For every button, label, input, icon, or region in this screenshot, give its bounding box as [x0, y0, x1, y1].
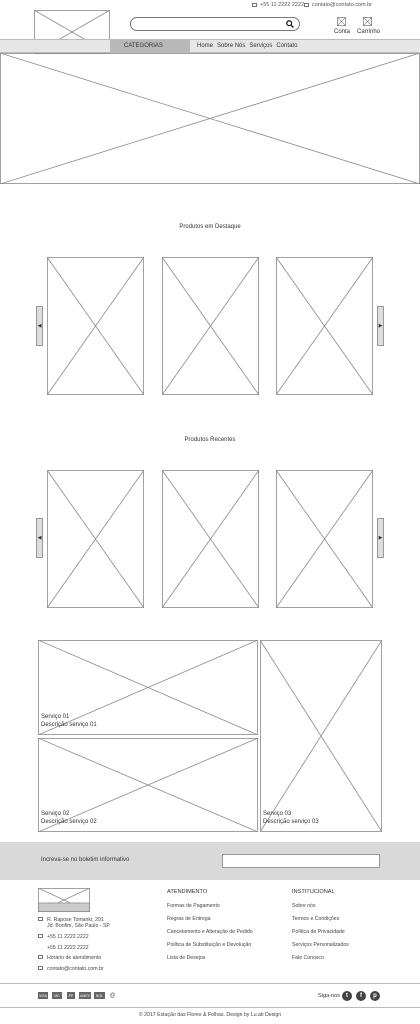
featured-next-button[interactable] [377, 306, 384, 346]
mail-icon [304, 3, 309, 7]
nav-link-services[interactable]: Serviços [249, 43, 273, 49]
nav-links [197, 40, 297, 53]
copyright-divider [0, 1007, 420, 1008]
featured-product-2[interactable] [162, 257, 259, 395]
featured-product-3[interactable] [276, 257, 373, 395]
email-text[interactable]: contato@contato.com.br [312, 2, 373, 8]
account-icon [337, 17, 346, 26]
link-sobre-nos[interactable]: Sobre nós [292, 903, 316, 909]
facebook-icon[interactable]: f [356, 991, 366, 1001]
at-icon: @ [109, 992, 116, 999]
account-button[interactable] [334, 17, 351, 35]
link-lista-desejos[interactable]: Lista de Desejos [167, 955, 206, 961]
recent-title: Produtos Recentes [184, 437, 236, 443]
phone-icon [252, 3, 257, 7]
recent-prev-button[interactable] [36, 518, 43, 558]
hero-banner[interactable] [0, 53, 420, 184]
service-3-image[interactable] [260, 640, 382, 832]
mastercard-icon: MC [52, 992, 62, 999]
categories-dropdown[interactable]: CATEGORIAS [110, 40, 190, 53]
search-input[interactable] [130, 17, 300, 31]
link-termos[interactable]: Termos e Condições [292, 916, 340, 922]
phone-text: +55 11 2222 2222 [260, 2, 305, 8]
footer-atendimento [167, 889, 253, 968]
phone1-text: +55 11 2222 2222 [47, 934, 89, 940]
main-nav [0, 39, 420, 53]
service-2-name: Serviço 02 [41, 811, 70, 817]
chevron-right-icon: ▶ [378, 535, 383, 541]
recent-product-3[interactable] [276, 470, 373, 608]
location-icon [38, 917, 43, 921]
amex-icon: AMEX [80, 993, 90, 998]
clock-icon [38, 955, 43, 959]
chevron-right-icon: ▶ [378, 323, 383, 329]
link-fale-conosco[interactable]: Fale Conosco [292, 955, 325, 961]
footer-address [38, 917, 110, 929]
footer-hours [38, 955, 101, 961]
chevron-left-icon: ◀ [37, 535, 42, 541]
footer-institucional [292, 889, 349, 968]
link-regras-entrega[interactable]: Regras de Entrega [167, 916, 211, 922]
paypal-icon: PP [68, 993, 74, 998]
follow-label: Siga-nos [318, 993, 341, 999]
hours-text: Horário de atendimento [47, 955, 102, 961]
phone2-text: +55 11 2222 2222 [47, 945, 89, 951]
link-cancelamento[interactable]: Cancelamento e Alteração de Pedido [167, 929, 253, 935]
nav-link-contact[interactable]: Contato [276, 43, 298, 49]
newsletter-bar [0, 842, 420, 880]
footer-phone-1 [38, 934, 89, 940]
link-servicos-personalizados[interactable]: Serviços Personalizados [292, 942, 349, 948]
service-1-description: Descrição serviço 01 [41, 722, 97, 728]
service-2-description: Descrição serviço 02 [41, 819, 97, 825]
featured-title: Produtos em Destaque [179, 224, 241, 230]
cart-button[interactable] [357, 17, 379, 35]
twitter-icon[interactable]: t [342, 991, 352, 1001]
search-icon[interactable] [286, 20, 294, 28]
top-contact-bar [0, 0, 420, 10]
link-privacidade[interactable]: Política de Privacidade [292, 929, 345, 935]
footer-phone-2 [38, 945, 89, 951]
account-label[interactable]: Conta [334, 29, 351, 35]
newsletter-text: Increva-se no boletim informativo [41, 857, 130, 863]
cart-label[interactable]: Carrinho [357, 29, 381, 35]
boleto-icon: BOL [95, 993, 103, 998]
phone-contact [252, 2, 304, 8]
link-formas-pagamento[interactable]: Formas de Pagamento [167, 903, 220, 909]
nav-link-home[interactable]: Home [197, 43, 214, 49]
service-3-text[interactable] [263, 810, 319, 826]
institucional-title: INSTITUCIONAL [292, 889, 335, 895]
mail-icon [38, 966, 43, 970]
footer-divider [0, 983, 420, 984]
cart-icon [363, 17, 372, 26]
address-line2: Jd. Bonfim, São Paulo - SP [47, 923, 110, 929]
copyright-text: © 2017 Estação das Flores & Folhas. Design by Lu.ati Design [138, 1012, 282, 1018]
recent-product-2[interactable] [162, 470, 259, 608]
phone-icon [38, 934, 43, 938]
nav-link-about[interactable]: Sobre Nós [217, 43, 246, 49]
featured-prev-button[interactable] [36, 306, 43, 346]
footer-logo[interactable] [38, 888, 90, 912]
featured-product-1[interactable] [47, 257, 144, 395]
service-1-name: Serviço 01 [41, 714, 70, 720]
footer-email[interactable] [38, 966, 104, 972]
service-2-text[interactable] [41, 810, 97, 826]
newsletter-email-input[interactable] [222, 854, 380, 868]
footer-email-text[interactable]: contato@contato.com.br [47, 966, 104, 972]
visa-icon: VISA [39, 993, 47, 998]
pinterest-icon[interactable]: p [370, 991, 380, 1001]
link-substituicao[interactable]: Política de Substituição e Devolução [167, 942, 252, 948]
service-3-description: Descrição serviço 03 [263, 819, 319, 825]
address-line1: R. Rapose Tomanki, 201 [47, 917, 104, 923]
email-contact[interactable] [304, 2, 372, 8]
atendimento-title: ATENDIMENTO [167, 889, 208, 895]
recent-product-1[interactable] [47, 470, 144, 608]
service-3-name: Serviço 03 [263, 811, 292, 817]
service-1-text[interactable] [41, 713, 97, 729]
chevron-left-icon: ◀ [37, 323, 42, 329]
recent-next-button[interactable] [377, 518, 384, 558]
